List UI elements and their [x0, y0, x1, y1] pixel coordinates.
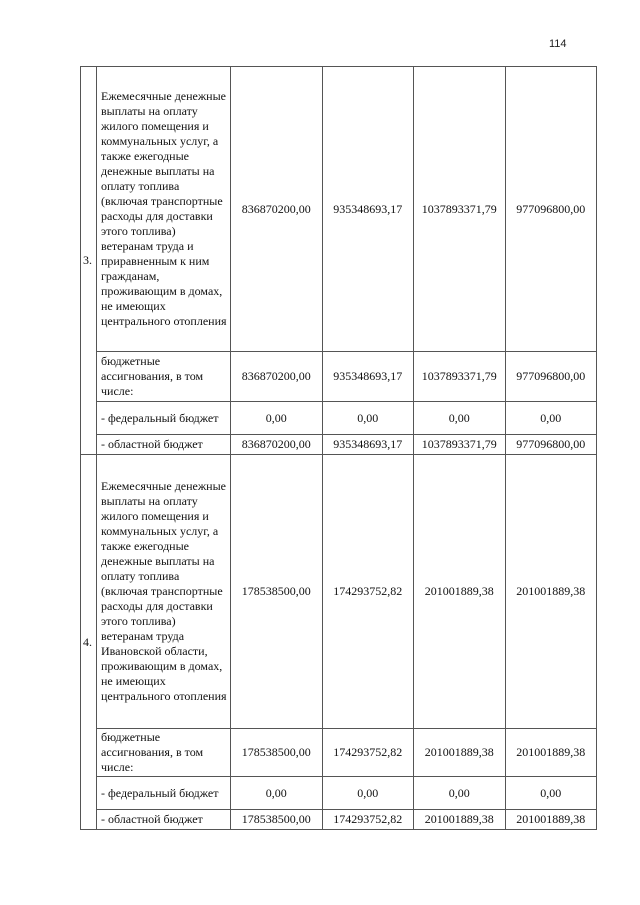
value-cell: 0,00: [322, 777, 414, 810]
value-cell: 178538500,00: [231, 455, 323, 729]
value-cell: 201001889,38: [414, 810, 506, 830]
table-row: [81, 810, 597, 830]
table-row: [81, 777, 597, 810]
value-cell: 1037893371,79: [414, 352, 506, 402]
row-number: 3.: [81, 67, 97, 455]
row-number: 4.: [81, 455, 97, 830]
value-cell: 1037893371,79: [414, 435, 506, 455]
row-title: Ежемесячные денежные выплаты на оплату жилого помещения и коммунальных услуг, а также ежегодные денежные выплаты на оплату топлива (включая транспортные расходы для доставки этого топлива) ветеранам труда и приравненным к ним гражданам, проживающим в домах, не имеющих центрального отопления: [97, 67, 231, 352]
table-row: [81, 402, 597, 435]
row-label: - областной бюджет: [97, 810, 231, 830]
table-row: [81, 67, 597, 352]
value-cell: 935348693,17: [322, 67, 414, 352]
value-cell: 178538500,00: [231, 729, 323, 777]
row-label: - федеральный бюджет: [97, 777, 231, 810]
budget-table: [80, 66, 597, 830]
value-cell: 201001889,38: [414, 729, 506, 777]
value-cell: 0,00: [322, 402, 414, 435]
page-number: 114: [549, 38, 567, 50]
row-label: - областной бюджет: [97, 435, 231, 455]
row-label: - федеральный бюджет: [97, 402, 231, 435]
value-cell: 174293752,82: [322, 729, 414, 777]
row-label: бюджетные ассигнования, в том числе:: [97, 729, 231, 777]
table-row: [81, 455, 597, 729]
value-cell: 201001889,38: [505, 455, 597, 729]
value-cell: 977096800,00: [505, 352, 597, 402]
table-row: [81, 729, 597, 777]
value-cell: 836870200,00: [231, 352, 323, 402]
table-row: [81, 435, 597, 455]
value-cell: 0,00: [414, 402, 506, 435]
value-cell: 836870200,00: [231, 435, 323, 455]
value-cell: 0,00: [505, 777, 597, 810]
value-cell: 836870200,00: [231, 67, 323, 352]
value-cell: 201001889,38: [505, 810, 597, 830]
value-cell: 201001889,38: [505, 729, 597, 777]
row-label: бюджетные ассигнования, в том числе:: [97, 352, 231, 402]
value-cell: 174293752,82: [322, 455, 414, 729]
value-cell: 174293752,82: [322, 810, 414, 830]
table-row: [81, 352, 597, 402]
value-cell: 0,00: [231, 777, 323, 810]
value-cell: 0,00: [414, 777, 506, 810]
value-cell: 1037893371,79: [414, 67, 506, 352]
value-cell: 935348693,17: [322, 435, 414, 455]
value-cell: 178538500,00: [231, 810, 323, 830]
value-cell: 977096800,00: [505, 435, 597, 455]
value-cell: 201001889,38: [414, 455, 506, 729]
value-cell: 0,00: [505, 402, 597, 435]
row-title: Ежемесячные денежные выплаты на оплату жилого помещения и коммунальных услуг, а также ежегодные денежные выплаты на оплату топлива (включая транспортные расходы для доставки этого топлива) ветеранам труда Ивановской области, проживающим в домах, не имеющих центрального отопления: [97, 455, 231, 729]
value-cell: 935348693,17: [322, 352, 414, 402]
value-cell: 977096800,00: [505, 67, 597, 352]
value-cell: 0,00: [231, 402, 323, 435]
